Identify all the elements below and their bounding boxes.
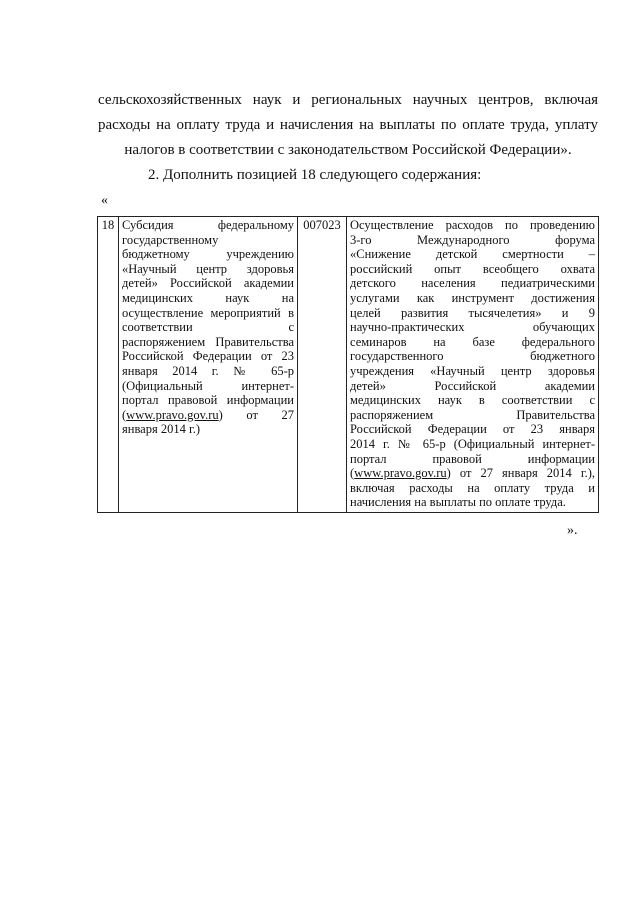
opening-quote: « [101, 193, 108, 208]
intro-paragraph [98, 88, 598, 163]
pravo-link[interactable]: www.pravo.gov.ru [354, 466, 447, 481]
description-line: семинаров на базе федерального [350, 334, 595, 349]
closing-quote: ». [567, 523, 578, 538]
description-line: государственного бюджетного [350, 349, 595, 364]
description-line: портал правовой информации [350, 451, 595, 466]
description-line: медицинских наук в соответствии с [350, 393, 595, 408]
subsidy-line: портал правовой информации [122, 393, 294, 408]
subsidy-line: распоряжением Правительства [122, 334, 294, 349]
amendment-item-2: 2. Дополнить позицией 18 следующего содержания: [148, 167, 482, 183]
subsidy-line: бюджетному учреждению [122, 247, 294, 262]
subsidy-line: Российской Федерации от 23 [122, 349, 294, 364]
subsidy-line: января 2014 г. № 65-р [122, 363, 294, 378]
subsidy-line: «Научный центр здоровья [122, 261, 294, 276]
table-row [98, 217, 599, 513]
description-line: учреждения «Научный центр здоровья [350, 363, 595, 378]
subsidy-line: Субсидия федеральному [122, 218, 294, 232]
subsidy-line: государственному [122, 232, 219, 247]
subsidy-line: января 2014 г.) [122, 422, 200, 437]
position-number: 18 [98, 217, 119, 513]
description-line: начисления на выплаты по оплате труда. [350, 495, 566, 510]
description-line: «Снижение детской смертности – [350, 247, 595, 262]
subsidy-line: медицинских наук на [122, 290, 294, 305]
description-line: целей развития тысячелетия» и 9 [350, 305, 595, 320]
description-line: 3-го Международного форума [350, 232, 595, 247]
description-line: включая расходы на оплату труда и [350, 480, 595, 495]
subsidy-line: осуществление мероприятий в [122, 305, 294, 320]
description-line: распоряжением Правительства [350, 407, 595, 422]
pravo-link-line[interactable]: (www.pravo.gov.ru) от 27 января 2014 г.), [350, 466, 595, 481]
pravo-link[interactable]: www.pravo.gov.ru [126, 407, 219, 422]
description-line: Российской Федерации от 23 января [350, 422, 595, 437]
budget-code: 007023 [298, 217, 347, 513]
intro-line: сельскохозяйственных наук и региональных научных центров, включая [98, 92, 598, 108]
subsidy-line: соответствии с [122, 320, 294, 335]
description-line: детского населения педиатрическими [350, 276, 595, 291]
description-line: научно-практических обучающих [350, 320, 595, 335]
subsidy-cell [119, 217, 298, 513]
intro-line: расходы на оплату труда и начисления на выплаты по оплате труда, уплату [98, 117, 598, 133]
description-line: российский опыт всеобщего охвата [350, 261, 595, 276]
description-line: Осуществление расходов по проведению [350, 218, 595, 232]
intro-line: налогов в соответствии с законодательством Российской Федерации». [124, 142, 572, 158]
description-line: услугами как инструмент достижения [350, 290, 595, 305]
description-cell [347, 217, 599, 513]
pravo-link-line[interactable]: (www.pravo.gov.ru) от 27 [122, 407, 294, 422]
budget-position-table [97, 216, 599, 513]
subsidy-line: детей» Российской академии [122, 276, 294, 291]
description-line: 2014 г. № 65-р (Официальный интернет- [350, 436, 595, 451]
description-line: детей» Российской академии [350, 378, 595, 393]
subsidy-line: (Официальный интернет- [122, 378, 294, 393]
